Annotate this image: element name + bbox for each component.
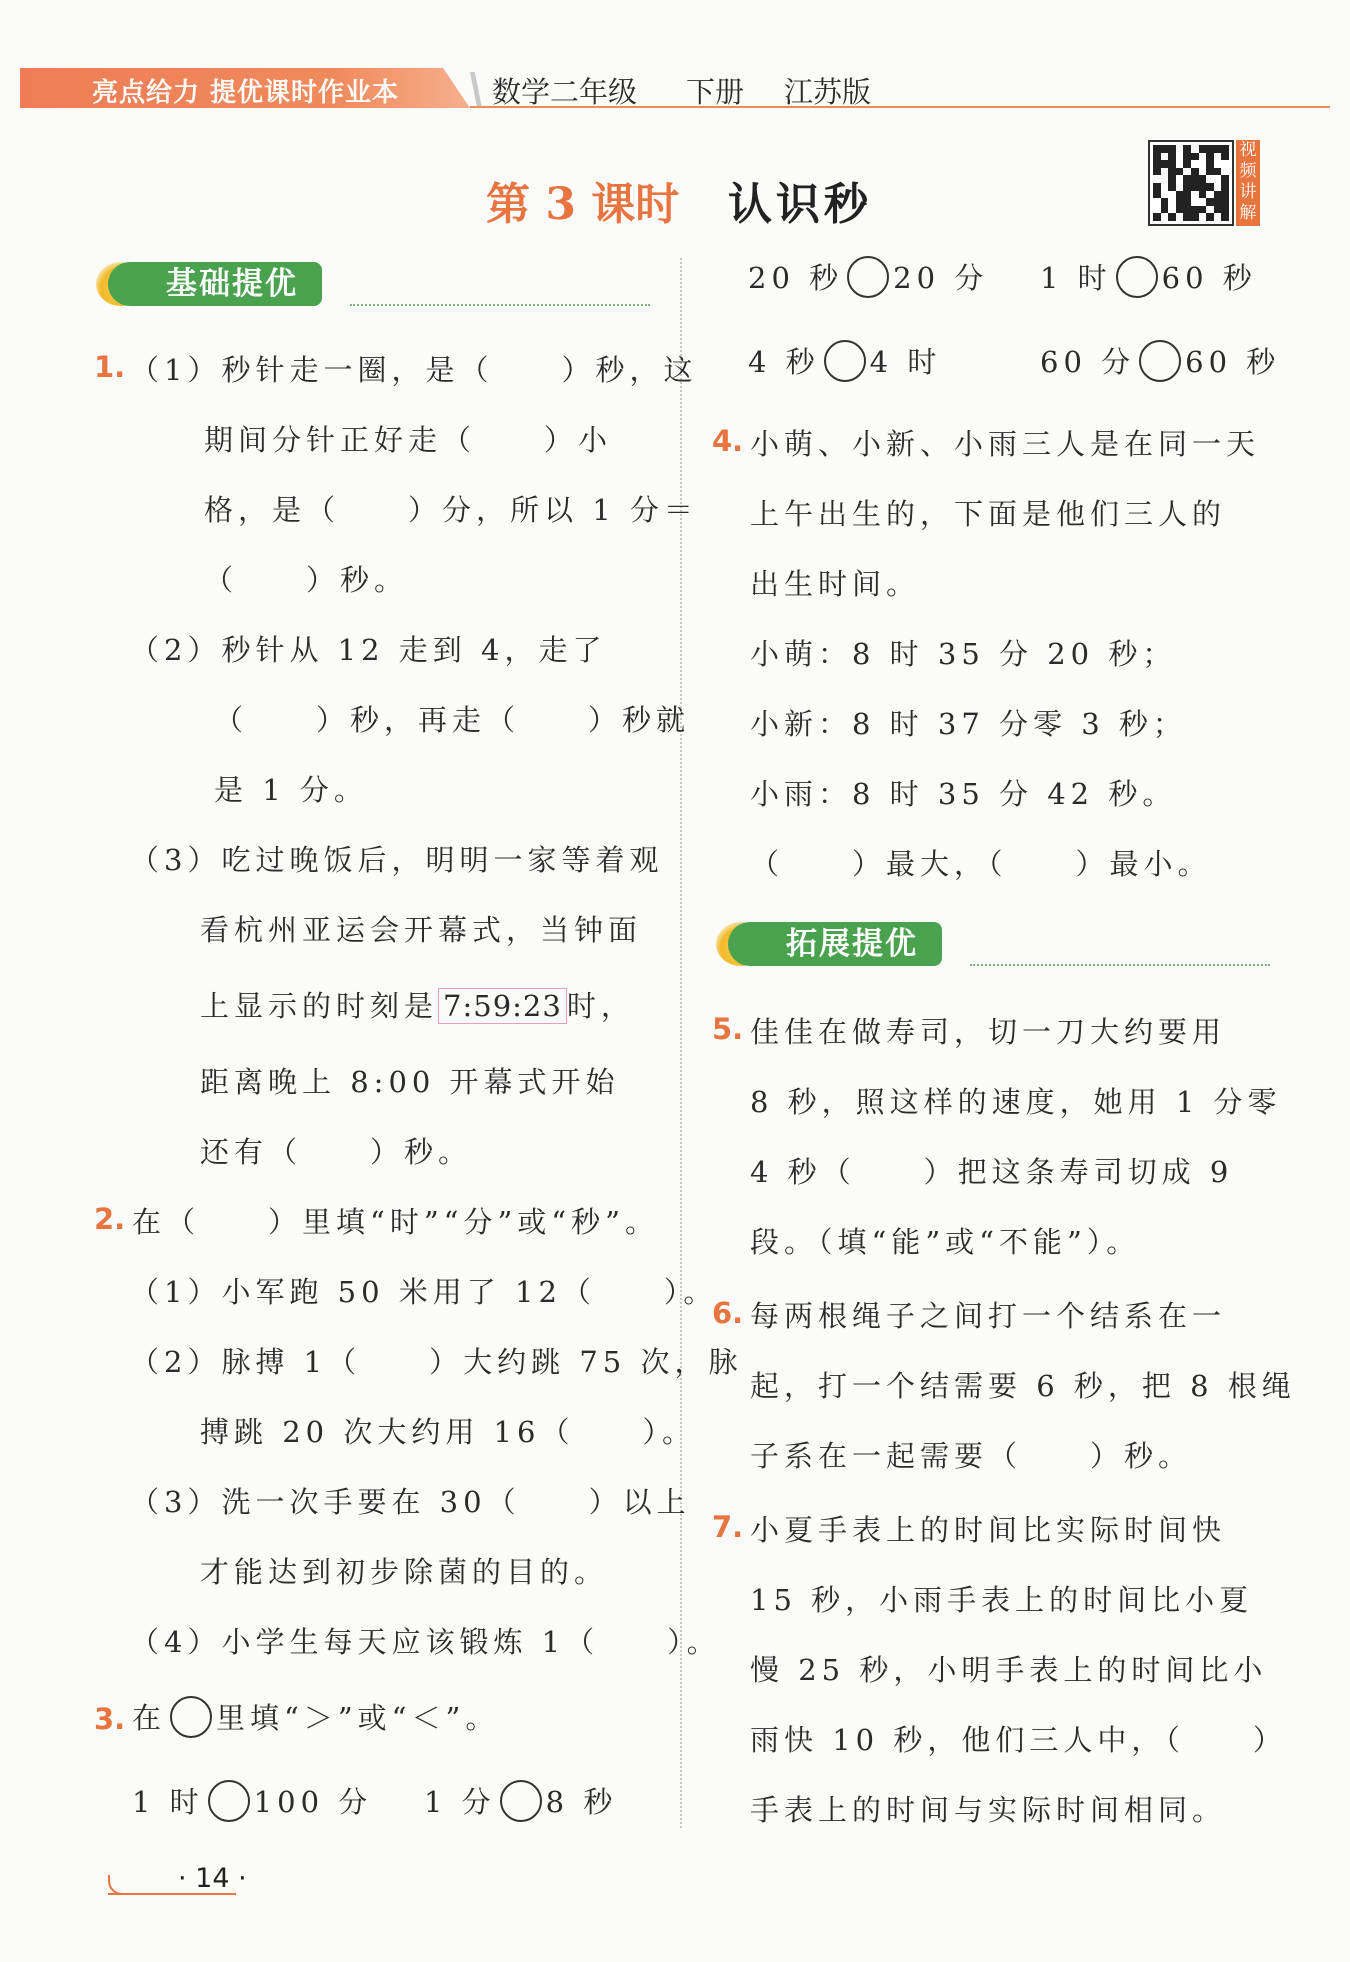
text-line <box>132 1696 499 1741</box>
compare-item <box>748 256 988 301</box>
text-line: （ ）最大，（ ）最小。 <box>750 847 1212 881</box>
compare-item <box>1040 340 1280 385</box>
text-line: （2）秒针从 12 走到 4，走了 <box>130 633 607 667</box>
text-fragment: 4 秒 <box>748 345 820 379</box>
text-line: （ ）秒，再走（ ）秒就 <box>214 703 691 737</box>
answer-circle[interactable] <box>847 256 889 298</box>
section-basic-title: 基础提优 <box>108 262 322 306</box>
text-fragment: 在 <box>132 1701 167 1735</box>
text-fragment: 60 秒 <box>1185 345 1281 379</box>
compare-item <box>424 1780 617 1825</box>
text-line: 期间分针正好走（ ）小 <box>204 423 613 457</box>
qr-code-icon[interactable] <box>1148 140 1234 226</box>
clock-time-box: 7:59:23 <box>438 988 567 1024</box>
text-line: 4 秒（ ）把这条寿司切成 9 <box>750 1155 1234 1189</box>
section-extend-rule <box>970 964 1270 966</box>
text-line: 起，打一个结需要 6 秒，把 8 根绳 <box>750 1369 1296 1403</box>
text-line: 出生时间。 <box>750 567 921 601</box>
text-line: （4）小学生每天应该锻炼 1（ ）。 <box>130 1625 721 1659</box>
answer-circle[interactable] <box>170 1696 212 1738</box>
text-line: 是 1 分。 <box>214 773 368 807</box>
section-basic-rule <box>350 304 650 306</box>
text-line: 手表上的时间与实际时间相同。 <box>750 1793 1227 1827</box>
edition-label: 江苏版 <box>784 75 872 109</box>
text-fragment: 8 秒 <box>545 1785 618 1819</box>
text-fragment: 20 秒 <box>748 261 844 295</box>
text-line: （ ）秒。 <box>204 563 409 597</box>
text-line: 看杭州亚运会开幕式，当钟面 <box>200 913 643 947</box>
text-line: 子系在一起需要（ ）秒。 <box>750 1439 1193 1473</box>
series-title: 亮点给力 提优课时作业本 <box>92 78 400 108</box>
answer-circle[interactable] <box>1116 256 1158 298</box>
text-line: 每两根绳子之间打一个结系在一 <box>750 1299 1227 1333</box>
text-line: （1）秒针走一圈，是（ ）秒，这 <box>130 353 698 387</box>
text-fragment: 上显示的时刻是 <box>200 989 439 1023</box>
answer-circle[interactable] <box>500 1780 542 1822</box>
text-line: 小萌：8 时 35 分 20 秒； <box>750 637 1177 671</box>
text-fragment: 1 时 <box>1040 261 1112 295</box>
text-line: 小雨：8 时 35 分 42 秒。 <box>750 777 1177 811</box>
question-number: 3. <box>94 1702 126 1736</box>
text-line: （2）脉搏 1（ ）大约跳 75 次，脉 <box>130 1345 743 1379</box>
answer-circle[interactable] <box>208 1780 250 1822</box>
text-fragment: 60 分 <box>1040 345 1136 379</box>
text-line <box>200 984 635 1025</box>
answer-circle[interactable] <box>1139 340 1181 382</box>
text-line: 15 秒，小雨手表上的时间比小夏 <box>750 1583 1254 1617</box>
text-line: 8 秒，照这样的速度，她用 1 分零 <box>750 1085 1282 1119</box>
text-line: （1）小军跑 50 米用了 12（ ）。 <box>130 1275 718 1309</box>
subject-label: 数学二年级 <box>492 75 638 109</box>
compare-item <box>748 340 941 385</box>
text-fragment: 里填“＞”或“＜”。 <box>216 1701 500 1735</box>
header-divider <box>470 72 482 108</box>
text-line: 格，是（ ）分，所以 1 分＝ <box>204 493 698 527</box>
question-number: 2. <box>94 1202 126 1236</box>
qr-video-label: 视频讲解 <box>1236 140 1260 226</box>
question-number: 4. <box>712 424 744 458</box>
text-line: 上午出生的，下面是他们三人的 <box>750 497 1227 531</box>
text-fragment: 60 秒 <box>1161 261 1257 295</box>
lesson-topic: 认识秒 <box>728 179 872 230</box>
compare-item <box>132 1780 372 1825</box>
page-number-ornament <box>108 1875 140 1895</box>
text-fragment: 100 分 <box>253 1785 373 1819</box>
text-line: 段。（填“能”或“不能”）。 <box>750 1225 1141 1259</box>
lesson-number: 第 3 课时 <box>486 179 680 230</box>
text-fragment: 20 分 <box>893 261 989 295</box>
text-line: （3）洗一次手要在 30（ ）以上 <box>130 1485 691 1519</box>
text-line: 才能达到初步除菌的目的。 <box>200 1555 609 1589</box>
text-fragment: 1 时 <box>132 1785 204 1819</box>
text-fragment: 时， <box>566 989 635 1023</box>
text-line: （3）吃过晚饭后，明明一家等着观 <box>130 843 664 877</box>
text-line: 雨快 10 秒，他们三人中，（ ） <box>750 1723 1287 1757</box>
text-line: 搏跳 20 次大约用 16（ ）。 <box>200 1415 696 1449</box>
volume-label: 下册 <box>686 75 745 109</box>
question-number: 7. <box>712 1510 744 1544</box>
text-line: 还有（ ）秒。 <box>200 1135 473 1169</box>
text-line: 慢 25 秒，小明手表上的时间比小 <box>750 1653 1268 1687</box>
question-number: 6. <box>712 1296 744 1330</box>
text-line: 小夏手表上的时间比实际时间快 <box>750 1513 1227 1547</box>
question-number: 1. <box>94 350 126 384</box>
text-fragment: 4 时 <box>869 345 942 379</box>
text-line: 在（ ）里填“时”“分”或“秒”。 <box>132 1205 659 1239</box>
answer-circle[interactable] <box>824 340 866 382</box>
compare-item <box>1040 256 1257 301</box>
text-fragment: 1 分 <box>424 1785 496 1819</box>
text-line: 距离晚上 8:00 开幕式开始 <box>200 1065 620 1099</box>
page-number: · 14 · <box>178 1863 247 1894</box>
text-line: 佳佳在做寿司，切一刀大约要用 <box>750 1015 1227 1049</box>
text-line: 小新：8 时 37 分零 3 秒； <box>750 707 1187 741</box>
question-number: 5. <box>712 1012 744 1046</box>
section-extend-title: 拓展提优 <box>728 922 942 966</box>
text-line: 小萌、小新、小雨三人是在同一天 <box>750 427 1261 461</box>
